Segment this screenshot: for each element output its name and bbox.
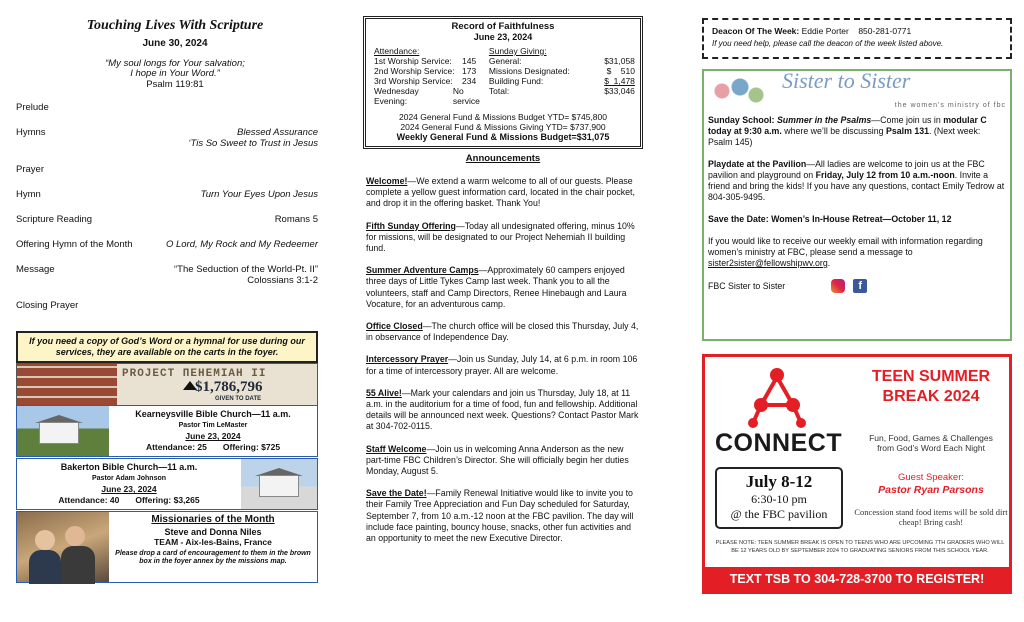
verse-reference: Psalm 119:81 — [146, 79, 204, 90]
order-item: Hymns Blessed Assurance ‘Tis So Sweet to Trust in Jesus — [16, 127, 318, 149]
announcements-heading: Announcements — [465, 153, 541, 164]
ministry-column — [702, 18, 1012, 341]
guest-speaker: Guest Speaker: Pastor Ryan Parsons — [878, 472, 984, 496]
playdate-note: Playdate at the Pavilion—All ladies are welcome to join us at the FBC pavilion and playground on Friday, July 12 from 10 a.m.-noon. Invite a friend and bring the kids! If you have any questions, contact Emily Tedrow at 804-305-9495. — [708, 159, 1005, 202]
email-note: If you would like to receive our weekly email with information regarding women’s ministry at FBC, please send a message to sister2sister@fellowshipwv.org. — [708, 236, 983, 268]
announcement-item: Staff Welcome—Join us in welcoming Anna Anderson as the new part-time FBC Children’s Director. She will officially begin her duties Monday, August 5. — [366, 443, 629, 477]
order-item: Prayer — [16, 164, 44, 175]
record-of-faithfulness: Record of Faithfulness June 23, 2024 Attendance: 1st Worship Service: 145 2nd Worship Service: 173 3rd Worship Service: 234 Wednesday Evening: No service Sunday Giving: General: $31,058 Missions Designated: $ 510 Building Fund: $ 1,478 Total: $33,046 2024 General Fund & Missions Budget YTD= $745,800 2024 General Fund & Missions Giving YTD= $737,900 Weekly General Fund & Missions Budget=$31,075 — [363, 16, 643, 149]
facebook-icon[interactable]: f — [853, 279, 867, 293]
instagram-icon[interactable] — [831, 279, 845, 293]
concession-note: Concession stand food items will be sold dirt cheap! Bring cash! — [854, 507, 1008, 527]
order-item: Hymn Turn Your Eyes Upon Jesus — [16, 189, 318, 200]
order-item: Scripture Reading Romans 5 — [16, 214, 318, 225]
nehemiah-title: PROJECT ΠΕΗΕMIAH II — [122, 368, 267, 380]
order-item: Prelude — [16, 102, 49, 113]
sister-to-sister-box — [702, 69, 1012, 341]
bible-notice: If you need a copy of God’s Word or a hymnal for use during our services, they are available on the carts in the foyer. — [16, 331, 318, 363]
sunday-school-note: Sunday School: Summer in the Psalms—Come join us in modular C today at 9:30 a.m. where we’ll be discussing Psalm 131. (Next week: Psalm 145) — [708, 115, 987, 147]
eligibility-note: PLEASE NOTE: TEEN SUMMER BREAK IS OPEN TO TEENS WHO ARE UPCOMING 7TH GRADERS WHO WILL BE 12 YEARS OLD BY SEPTEMBER 2024 TO GRADUATING SENIORS FROM THIS SCHOOL YEAR. — [715, 540, 1005, 554]
connect-logo-icon — [747, 365, 807, 431]
sister-banner: Sister to Sister the women's ministry of fbc — [708, 73, 1006, 113]
verse: “My soul longs for Your salvation; I hope in Your Word.” — [105, 58, 245, 79]
teen-title: TEEN SUMMER BREAK 2024 — [871, 368, 991, 405]
teen-date-box: July 8-12 6:30-10 pm @ the FBC pavilion — [715, 467, 843, 529]
announcement-item: Save the Date!—Family Renewal Initiative would like to invite you to their Family Tree Appreciation and Fun Day scheduled for Saturday, September 7, from 10 a.m.-12 noon at the FBC pavilion. The day will include face painting, bouncy house, snacks, other fun activities and an opportunity to meet the new Executive Director. — [366, 488, 634, 544]
register-cta: TEXT TSB TO 304-728-3700 TO REGISTER! — [705, 567, 1009, 591]
missionaries-card: Missionaries of the Month Steve and Donna Niles TEAM - Aix-les-Bains, France Please drop a card of encouragement to them in the brown box in the foyer annex by the missions map. — [16, 511, 318, 583]
nehemiah-caption: GIVEN TO DATE — [215, 396, 262, 402]
brick-wall-image — [17, 364, 117, 405]
announcement-item: Welcome!—We extend a warm welcome to all of our guests. Please complete a yellow guest information card, located in the chair pocket, and drop it in the offering basket. Thank You! — [366, 176, 635, 209]
teen-summer-break-flyer — [702, 354, 1012, 594]
church-photo — [17, 406, 109, 456]
announcement-item: Intercessory Prayer—Join us Sunday, July 14, at 6 p.m. in room 106 for a time of intercessory prayer. All are welcome. — [366, 354, 638, 376]
bulletin-date: June 30, 2024 — [142, 38, 208, 49]
announcement-item: 55 Alive!—Mark your calendars and join us Thursday, July 18, at 11 a.m. in the auditorium for a time of food, fun and fellowship. Additional details will be announced next week. Questions? Contact Pastor Mark at 304-702-0115. — [366, 387, 639, 432]
order-item: Message “The Seduction of the World-Pt. II” Colossians 3:1-2 — [16, 264, 318, 286]
flower-icon — [710, 75, 768, 109]
announcements-column — [363, 16, 643, 544]
church-photo — [241, 459, 317, 509]
church-card-kearneysville: Kearneysville Bible Church—11 a.m. Pastor Tim LeMaster June 23, 2024 Attendance: 25 Offering: $725 — [16, 405, 318, 457]
order-of-service-column — [16, 18, 318, 583]
connect-brand: CONNECT — [715, 429, 843, 457]
email-link[interactable]: sister2sister@fellowshipwv.org — [708, 258, 828, 268]
bulletin-title: Touching Lives With Scripture — [86, 18, 264, 33]
nehemiah-amount: $1,786,796 — [195, 379, 263, 395]
announcement-item: Office Closed—The church office will be closed this Thursday, July 4, in observance of Independence Day. — [366, 321, 639, 343]
deacon-of-week: Deacon Of The Week: Eddie Porter 850-281-0771 If you need help, please call the deacon of the week listed above. — [702, 18, 1012, 59]
announcement-item: Fifth Sunday Offering—Today all undesignated offering, minus 10% for missions, will be designated to our Project Nehemiah II building fund. — [366, 220, 635, 254]
social-row: FBC Sister to Sister f — [708, 279, 1006, 293]
sister-logo: Sister to Sister — [782, 68, 911, 93]
church-card-bakerton: Bakerton Bible Church—11 a.m. Pastor Adam Johnson June 23, 2024 Attendance: 40 Offering: $3,265 — [16, 458, 318, 510]
order-item: Offering Hymn of the Month O Lord, My Rock and My Redeemer — [16, 239, 318, 250]
project-nehemiah-banner — [16, 363, 318, 405]
teen-tagline: Fun, Food, Games & Challenges from God’s Word Each Night — [869, 433, 993, 453]
retreat-note: Save the Date: Women’s In-House Retreat—October 11, 12 — [708, 214, 952, 224]
missionaries-photo — [17, 512, 109, 582]
order-of-service — [16, 102, 318, 311]
announcement-item: Summer Adventure Camps—Approximately 60 campers enjoyed three days of Little Tykes Camp last week. Thank you to all the volunteers, staff and Camp Directors, Renee Hinebaugh and Laura Vocature, for an adventurous camp. — [366, 265, 627, 309]
order-item: Closing Prayer — [16, 300, 79, 311]
